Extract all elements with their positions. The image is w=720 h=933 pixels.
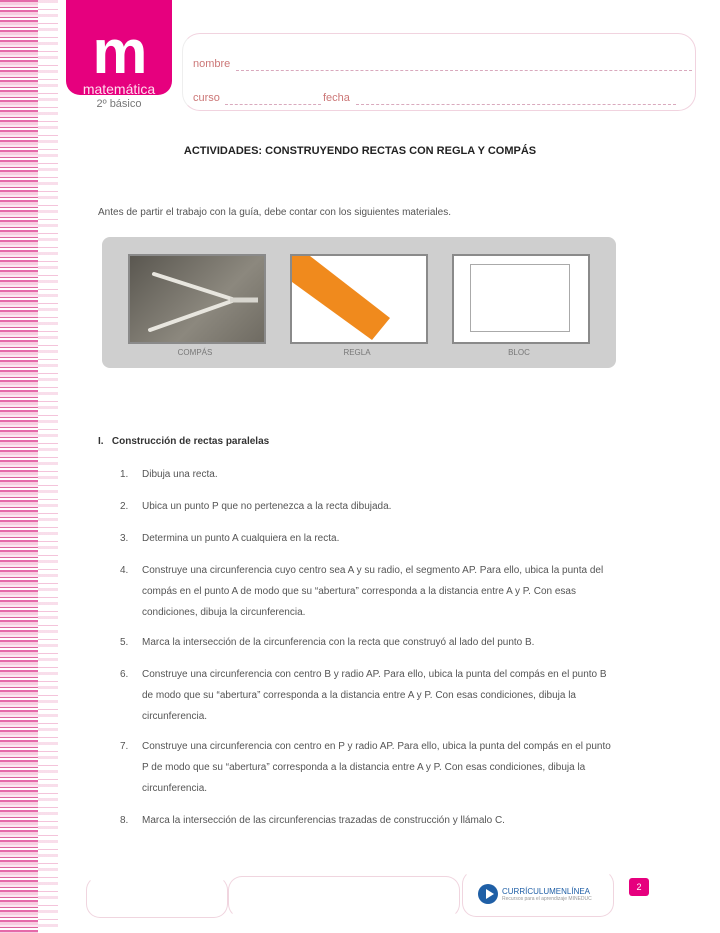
section-number: I. bbox=[98, 436, 104, 447]
step-text: Construye una circunferencia cuyo centro sea A y su radio, el segmento AP. Para ello, ubica la punta del compás en el punto A de modo que su “abertura” corresponda a la distancia entre A y P. Con esas condiciones, dibuja la circunferencia. bbox=[142, 565, 604, 618]
step-item bbox=[120, 632, 620, 653]
course-label: curso bbox=[193, 92, 220, 104]
step-item bbox=[120, 464, 620, 485]
page-number: 2 bbox=[629, 878, 649, 896]
decorative-left-strip-fade bbox=[38, 0, 58, 933]
subject-logo bbox=[66, 0, 172, 95]
logo-letter: m bbox=[92, 18, 146, 87]
student-info-box bbox=[182, 33, 696, 111]
step-number: 2. bbox=[120, 501, 129, 512]
step-number: 8. bbox=[120, 815, 129, 826]
intro-text: Antes de partir el trabajo con la guía, debe contar con los siguientes materiales. bbox=[98, 207, 451, 218]
footer-decoration bbox=[86, 876, 228, 918]
play-icon bbox=[478, 884, 498, 904]
materials-panel bbox=[102, 237, 616, 368]
notepad-image bbox=[452, 254, 590, 344]
course-field[interactable] bbox=[225, 104, 321, 105]
step-item bbox=[120, 560, 620, 623]
step-text: Construye una circunferencia con centro en P y radio AP. Para ello, ubica la punta del compás en el punto P de modo que su “abertura” corresponda a la distancia entre A y P. Con esas condiciones, dibuja la circunferencia. bbox=[142, 741, 611, 794]
date-field[interactable] bbox=[356, 104, 676, 105]
step-item bbox=[120, 496, 620, 517]
step-item bbox=[120, 810, 620, 831]
section-heading bbox=[98, 436, 269, 447]
step-number: 4. bbox=[120, 565, 129, 576]
step-number: 7. bbox=[120, 741, 129, 752]
step-text: Ubica un punto P que no pertenezca a la recta dibujada. bbox=[142, 501, 392, 512]
step-number: 3. bbox=[120, 533, 129, 544]
step-number: 1. bbox=[120, 469, 129, 480]
step-text: Construye una circunferencia con centro B y radio AP. Para ello, ubica la punta del compás en el punto B de modo que su “abertura” corresponda a la distancia entre A y P. Con esas condiciones, dibuja la circunferencia. bbox=[142, 669, 607, 722]
step-item bbox=[120, 528, 620, 549]
step-text: Determina un punto A cualquiera en la recta. bbox=[142, 533, 340, 544]
logo-word: matemática bbox=[82, 81, 156, 97]
material-label-notepad: BLOC bbox=[508, 348, 530, 357]
page-title: ACTIVIDADES: CONSTRUYENDO RECTAS CON REGLA Y COMPÁS bbox=[183, 145, 537, 157]
date-label: fecha bbox=[323, 92, 350, 104]
name-label: nombre bbox=[193, 58, 231, 70]
decorative-left-strip bbox=[0, 0, 38, 933]
step-text: Marca la intersección de las circunferencias trazadas de construcción y llámalo C. bbox=[142, 815, 505, 826]
brand-tagline: Recursos para el aprendizaje MINEDUC bbox=[502, 895, 592, 902]
step-text: Dibuja una recta. bbox=[142, 469, 218, 480]
grade-label: 2º básico bbox=[96, 98, 142, 110]
brand-name: CURRÍCULUMENLÍNEA bbox=[502, 886, 591, 896]
step-number: 5. bbox=[120, 637, 129, 648]
material-label-compass: COMPÁS bbox=[177, 348, 213, 357]
ruler-image bbox=[290, 254, 428, 344]
compass-image bbox=[128, 254, 266, 344]
section-title: Construcción de rectas paralelas bbox=[111, 436, 270, 447]
step-item bbox=[120, 664, 620, 727]
material-label-ruler: REGLA bbox=[343, 348, 371, 357]
step-text: Marca la intersección de la circunferencia con la recta que construyó al lado del punto B. bbox=[142, 637, 535, 648]
step-item bbox=[120, 736, 620, 799]
footer-decoration bbox=[228, 876, 460, 918]
brand-logo bbox=[478, 884, 592, 904]
name-field[interactable] bbox=[236, 70, 692, 71]
step-number: 6. bbox=[120, 669, 129, 680]
